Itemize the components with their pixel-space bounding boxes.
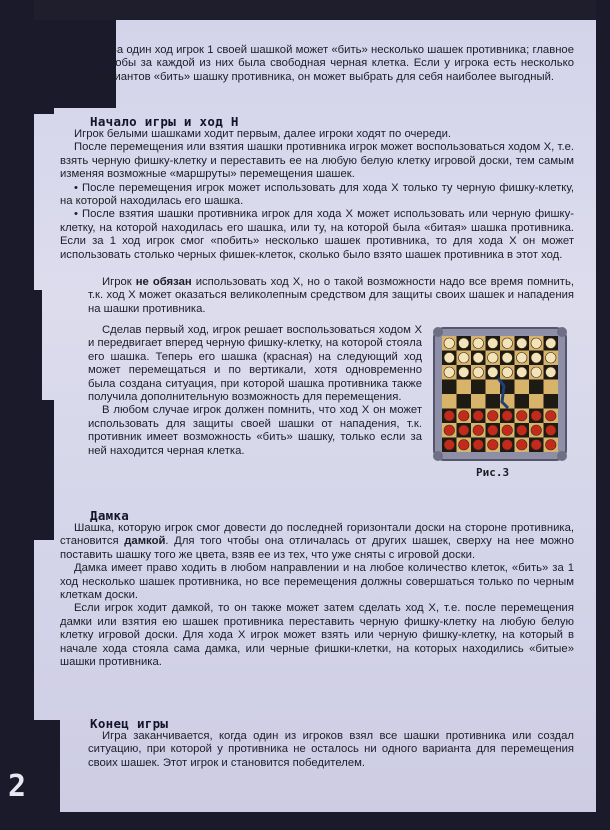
red-checker (502, 425, 513, 436)
red-checker (459, 411, 470, 422)
white-checker (459, 338, 470, 349)
white-checker (444, 367, 455, 378)
white-checker (488, 367, 499, 378)
start-block-note (88, 276, 574, 316)
corner-stud (557, 327, 567, 337)
page-number: 2 (8, 769, 27, 804)
board-square (471, 394, 486, 409)
bottom-border (0, 812, 610, 830)
white-checker (459, 353, 470, 364)
king-bold: дамкой (124, 535, 166, 548)
white-checker (531, 367, 542, 378)
white-checker (531, 338, 542, 349)
red-checker (473, 411, 484, 422)
white-checker (473, 353, 484, 364)
section-heading-end: Конец игры (90, 716, 169, 731)
section-heading-king: Дамка (90, 508, 130, 523)
start-paragraph-3: • После перемещения игрок может использовать для хода Х только ту черную фишку-клетку, на которой находилась его шашка. (60, 181, 574, 208)
step-block (34, 400, 54, 540)
white-checker (488, 353, 499, 364)
board-square (529, 394, 544, 409)
red-checker (517, 440, 528, 451)
start-paragraph-4: • После взятия шашки противника игрок для хода Х может использовать или черную фишку-клетку, на которой находилась его шашка, или ту, на которой была «битая» шашка противника. Если за 1 ход игрок смог «побить» несколько шашек противника, то для хода Х он может использовать столько черных фишек-клеток, сколько было взято шашек противника в этот ход. (60, 208, 574, 261)
figure-caption: Рис.3 (476, 466, 510, 479)
red-checker (546, 411, 557, 422)
note-rest: использовать ход Х, но о такой возможности надо все время помнить, т.к. ход Х может оказаться великолепным средством для защиты своих шашек и нападения на шашки противника. (88, 276, 575, 315)
white-checker (459, 367, 470, 378)
board-square (544, 380, 559, 395)
step-block (34, 108, 54, 114)
red-checker (488, 425, 499, 436)
start-paragraph-6: Сделав первый ход, игрок решает воспользоваться ходом Х и передвигает вперед черную фишку-клетку, на которой стояла его шашка. Теперь его шашка (красная) на следующий ход может перемещаться и по вертикали, хотя одновременно была создана ситуация, при которой шашка противника также получила дополнительную возможность для перемещения. (88, 324, 422, 404)
red-checker (531, 411, 542, 422)
red-checker (488, 440, 499, 451)
start-paragraph-2: После перемещения или взятия шашки противника игрок может воспользоваться ходом Х, т.е. взять черную фишку-клетку и переставить ее на любую белую клетку игровой доски, тем самым изменяя возможные «маршруты» перемещения шашек. (60, 141, 574, 181)
white-checker (517, 353, 528, 364)
red-checker (444, 425, 455, 436)
board-square (486, 380, 501, 395)
white-checker (444, 338, 455, 349)
red-checker (517, 425, 528, 436)
board-squares (442, 336, 558, 452)
king-lead: Шашка, которую игрок смог довести до последней горизонтали доски на стороне противника, становится (60, 522, 574, 548)
intro-block (96, 44, 574, 84)
white-checker (473, 367, 484, 378)
red-checker (444, 440, 455, 451)
white-checker (517, 338, 528, 349)
white-checker (502, 353, 513, 364)
right-border (596, 0, 610, 830)
end-paragraph: Игра заканчивается, когда один из игроков взял все шашки противника или создал ситуацию, при которой у противника не осталось ни одного варианта для перемещения своих шашек. Этот игрок и становится победителем. (88, 730, 574, 769)
red-checker (502, 440, 513, 451)
white-checker (444, 353, 455, 364)
intro-paragraph: За один ход игрок 1 своей шашкой может «бить» несколько шашек противника; главное - чтобы за каждой из них была свободная черная клетка. Если у игрока есть несколько вариантов «бить» шашку противника, он может выбрать для себя наиболее выгодный. (96, 44, 574, 83)
white-checker (546, 353, 557, 364)
board-square (442, 380, 457, 395)
red-checker (459, 440, 470, 451)
white-checker (517, 367, 528, 378)
board-square (457, 380, 472, 395)
bold-phrase: не обязан (135, 276, 192, 288)
note-lead: Игрок (102, 276, 136, 288)
red-checker (444, 411, 455, 422)
board-square (529, 380, 544, 395)
end-block (88, 730, 574, 770)
board-figure (432, 326, 568, 462)
board-square (515, 380, 530, 395)
start-paragraph-7: В любом случае игрок должен помнить, что ход Х он может использовать для защиты своей шашки от нападения, т.к. противник имеет возможность «бить» шашку, только если за ней находится черная клетка. (88, 404, 422, 457)
red-checker (488, 411, 499, 422)
white-checker (502, 367, 513, 378)
white-checker (546, 367, 557, 378)
red-checker (459, 425, 470, 436)
red-checker (546, 425, 557, 436)
step-block (34, 290, 42, 400)
left-border (0, 0, 34, 830)
start-paragraph-1: Игрок белыми шашками ходит первым, далее игроки ходят по очереди. (74, 128, 452, 140)
start-block-figure-text (88, 324, 422, 458)
corner-stud (433, 327, 443, 337)
board-square (471, 380, 486, 395)
king-paragraph-3: Если игрок ходит дамкой, то он также может затем сделать ход Х, т.е. после перемещения дамки или взятия ею шашек противника переставить черную фишку-клетку на любую белую клетку игровой доски. Для хода Х игрок может взять или черную фишку-клетку, на который в начале хода стояла сама дамка, или черные фишки-клетки, на которых находились «битые» шашки противника. (60, 602, 574, 669)
start-paragraph-5 (88, 276, 574, 316)
white-checker (502, 338, 513, 349)
board-square (544, 394, 559, 409)
board-square (457, 394, 472, 409)
red-checker (531, 425, 542, 436)
start-block-top (60, 128, 574, 262)
king-paragraph-2: Дамка имеет право ходить в любом направлении и на любое количество клеток, «бить» за 1 ход несколько шашек противника, но все перемещения должны совершаться только по черным клеткам доски. (60, 562, 574, 602)
corner-stud (433, 451, 443, 461)
red-checker (546, 440, 557, 451)
white-checker (546, 338, 557, 349)
king-paragraph-1 (60, 522, 574, 562)
white-checker (473, 338, 484, 349)
white-checker (488, 338, 499, 349)
red-checker (502, 411, 513, 422)
section-heading-start: Начало игры и ход Н (90, 114, 239, 129)
board-square (486, 394, 501, 409)
king-rest: . Для того чтобы она отличалась от других шашек, сверху на нее можно поставить шашку того же цвета, взяв ее из тех, что уже сняты с игровой доски. (60, 535, 574, 561)
red-checker (473, 425, 484, 436)
corner-stud (557, 451, 567, 461)
red-checker (531, 440, 542, 451)
board-square (515, 394, 530, 409)
white-checker (531, 353, 542, 364)
red-checker (473, 440, 484, 451)
red-checker (517, 411, 528, 422)
king-block (60, 522, 574, 669)
board-square (442, 394, 457, 409)
